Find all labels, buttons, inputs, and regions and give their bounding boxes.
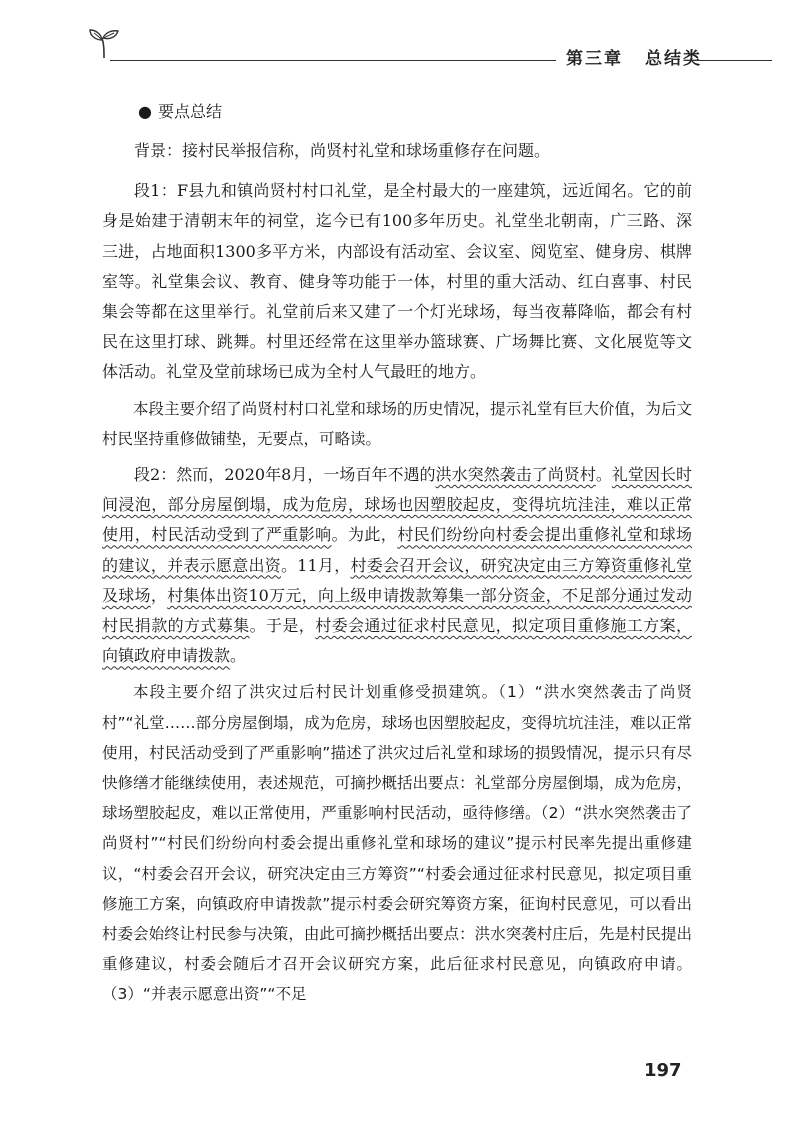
p2-underline-6: 村委会通过征求村民意见，拟定项目重修施工方案，向镇政府申请拨款 bbox=[102, 616, 692, 666]
p2-underline-5: 村集体出资10万元，向上级申请拨款筹集一部分资金，不足部分通过发动村民捐款的方式募集 bbox=[102, 585, 692, 636]
page-header bbox=[0, 0, 800, 80]
paragraph-2 bbox=[102, 460, 692, 671]
p2-text-7: 。 bbox=[230, 646, 247, 666]
summary-heading bbox=[138, 98, 692, 126]
chapter-title bbox=[566, 44, 702, 69]
page-number: 197 bbox=[644, 1060, 682, 1081]
p2-text-5: ， bbox=[150, 585, 168, 605]
analysis-1: 本段主要介绍了尚贤村村口礼堂和球场的历史情况，提示礼堂有巨大价值，为后文村民坚持重修做铺垫，无要点，可略读。 bbox=[102, 399, 692, 448]
summary-title: 要点总结 bbox=[157, 102, 222, 121]
analysis-2: 本段主要介绍了洪灾过后村民计划重修受损建筑。（1）“洪水突然袭击了尚贤村”“礼堂……部分房屋倒塌，成为危房，球场也因塑胶起皮，变得坑坑洼洼，难以正常使用，村民活动受到了严重影响”描述了洪灾过后礼堂和球场的损毁情况，提示只有尽快修缮才能继续使用，表述规范，可摘抄概括出要点：礼堂部分房屋倒塌，成为危房，球场塑胶起皮，难以正常使用，严重影响村民活动，亟待修缮。（2）“洪水突然袭击了尚贤村”“村民们纷纷向村委会提出重修礼堂和球场的建议”提示村民率先提出重修建议，“村委会召开会议，研究决定由三方筹资”“村委会通过征求村民意见，拟定项目重修施工方案，向镇政府申请拨款”提示村委会研究筹资方案，征询村民意见，可以看出村委会始终让村民参与决策，由此可摘抄概括出要点：洪水突袭村庄后，先是村民提出重修建议，村委会随后才召开会议研究方案，此后征求村民意见，向镇政府申请。（3）“并表示愿意出资”“不足 bbox=[102, 683, 692, 1004]
p2-text-3: 。为此， bbox=[331, 525, 398, 545]
header-rule-right bbox=[692, 60, 772, 61]
header-rule-left bbox=[110, 60, 556, 61]
p2-underline-4: 村委会召开会议，研究决定由三方筹资重修礼堂及球场 bbox=[102, 555, 692, 605]
p2-underline-1: 洪水突然袭击了尚贤村 bbox=[435, 465, 596, 485]
section-label: 总结类 bbox=[645, 49, 702, 69]
background-paragraph: 背景：接村民举报信称，尚贤村礼堂和球场重修存在问题。 bbox=[134, 141, 551, 160]
p2-text-1: 段2：然而，2020年8月，一场百年不遇的 bbox=[134, 465, 436, 485]
page-body bbox=[102, 98, 692, 1016]
chapter-label: 第三章 bbox=[566, 49, 623, 69]
p2-text-6: 。于是， bbox=[249, 616, 316, 636]
paragraph-1: 段1：F县九和镇尚贤村村口礼堂，是全村最大的一座建筑，远近闻名。它的前身是始建于清朝末年的祠堂，迄今已有100多年历史。礼堂坐北朝南，广三路、深三进，占地面积1300多平方米，内部设有活动室、会议室、阅览室、健身房、棋牌室等。礼堂集会议、教育、健身等功能于一体，村里的重大活动、红白喜事、村民集会等都在这里举行。礼堂前后来又建了一个灯光球场，每当夜幕降临，都会有村民在这里打球、跳舞。村里还经常在这里举办篮球赛、广场舞比赛、文化展览等文体活动。礼堂及堂前球场已成为全村人气最旺的地方。 bbox=[102, 181, 692, 382]
p2-text-2: 。 bbox=[595, 465, 612, 485]
bullet-icon: ● bbox=[138, 102, 152, 121]
sprout-logo-icon bbox=[84, 24, 124, 64]
p2-underline-2: 礼堂因长时间浸泡，部分房屋倒塌，成为危房，球场也因塑胶起皮，变得坑坑洼洼，难以正常使用，村民活动受到了严重影响 bbox=[102, 465, 692, 545]
p2-underline-3: 村民们纷纷向村委会提出重修礼堂和球场的建议，并表示愿意出资 bbox=[102, 525, 692, 575]
p2-text-4: 。11月， bbox=[281, 555, 351, 575]
